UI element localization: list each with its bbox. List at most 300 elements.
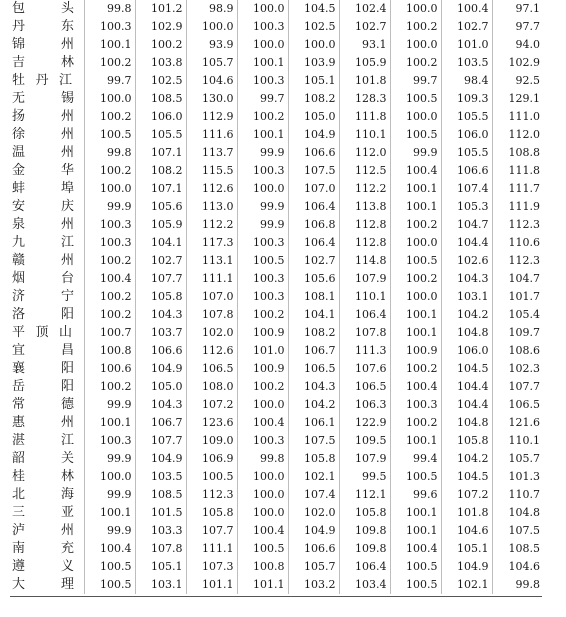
city-name: 金 华 <box>12 163 74 178</box>
value-cell: 100.2 <box>237 306 288 324</box>
city-cell <box>10 306 84 324</box>
city-name: 无 锡 <box>12 91 74 106</box>
value-cell: 106.9 <box>186 450 237 468</box>
value-cell: 101.8 <box>441 504 492 522</box>
value-cell: 104.8 <box>441 324 492 342</box>
value-cell: 105.6 <box>135 198 186 216</box>
value-cell: 104.3 <box>135 396 186 414</box>
value-cell: 105.7 <box>186 54 237 72</box>
value-cell: 108.1 <box>288 288 339 306</box>
value-cell: 112.3 <box>186 486 237 504</box>
city-cell <box>10 522 84 540</box>
city-cell <box>10 252 84 270</box>
table-row <box>10 18 543 36</box>
value-cell: 100.1 <box>84 504 135 522</box>
value-cell: 107.7 <box>135 432 186 450</box>
value-cell: 105.8 <box>135 288 186 306</box>
value-cell: 104.6 <box>492 558 543 576</box>
value-cell: 100.5 <box>84 126 135 144</box>
value-cell: 100.2 <box>390 270 441 288</box>
value-cell: 101.3 <box>492 468 543 486</box>
table-row <box>10 342 543 360</box>
value-cell: 102.3 <box>492 360 543 378</box>
value-cell: 103.9 <box>288 54 339 72</box>
value-cell: 106.4 <box>339 558 390 576</box>
value-cell: 104.9 <box>288 522 339 540</box>
value-cell: 100.5 <box>390 576 441 594</box>
value-cell: 100.2 <box>390 216 441 234</box>
value-cell: 112.3 <box>492 216 543 234</box>
value-cell: 104.2 <box>288 396 339 414</box>
table-row <box>10 396 543 414</box>
value-cell: 110.1 <box>339 288 390 306</box>
value-cell: 99.7 <box>237 90 288 108</box>
value-cell: 100.0 <box>84 180 135 198</box>
city-name: 济 宁 <box>12 289 74 304</box>
value-cell: 100.4 <box>390 162 441 180</box>
value-cell: 99.9 <box>237 216 288 234</box>
value-cell: 102.9 <box>492 54 543 72</box>
value-cell: 99.9 <box>84 486 135 504</box>
value-cell: 105.5 <box>441 108 492 126</box>
table-row <box>10 270 543 288</box>
value-cell: 106.6 <box>288 144 339 162</box>
value-cell: 103.5 <box>135 468 186 486</box>
city-name: 吉 林 <box>12 55 74 70</box>
value-cell: 101.1 <box>237 576 288 594</box>
value-cell: 102.5 <box>135 72 186 90</box>
value-cell: 100.7 <box>84 324 135 342</box>
table-row <box>10 126 543 144</box>
value-cell: 100.2 <box>390 18 441 36</box>
city-name: 蚌 埠 <box>12 181 74 196</box>
value-cell: 100.2 <box>135 36 186 54</box>
value-cell: 100.4 <box>84 270 135 288</box>
value-cell: 106.6 <box>441 162 492 180</box>
value-cell: 104.8 <box>441 414 492 432</box>
table-row <box>10 198 543 216</box>
table-row <box>10 504 543 522</box>
value-cell: 112.0 <box>492 126 543 144</box>
value-cell: 100.2 <box>84 162 135 180</box>
city-cell <box>10 270 84 288</box>
value-cell: 100.5 <box>390 126 441 144</box>
value-cell: 104.9 <box>441 558 492 576</box>
table-row <box>10 90 543 108</box>
table-row <box>10 36 543 54</box>
city-name: 赣 州 <box>12 253 74 268</box>
value-cell: 100.0 <box>237 468 288 486</box>
value-cell: 105.1 <box>135 558 186 576</box>
value-cell: 105.0 <box>288 108 339 126</box>
value-cell: 100.3 <box>390 396 441 414</box>
value-cell: 104.3 <box>288 378 339 396</box>
value-cell: 112.8 <box>339 216 390 234</box>
value-cell: 111.8 <box>492 162 543 180</box>
value-cell: 100.2 <box>84 54 135 72</box>
table-row <box>10 216 543 234</box>
value-cell: 100.4 <box>390 540 441 558</box>
value-cell: 97.1 <box>492 0 543 18</box>
value-cell: 107.3 <box>186 558 237 576</box>
table-row <box>10 252 543 270</box>
city-cell <box>10 72 84 90</box>
value-cell: 112.8 <box>339 234 390 252</box>
city-name: 包 头 <box>12 1 74 16</box>
city-name: 泸 州 <box>12 523 74 538</box>
value-cell: 109.8 <box>339 540 390 558</box>
value-cell: 101.0 <box>441 36 492 54</box>
value-cell: 100.1 <box>390 504 441 522</box>
table-row <box>10 486 543 504</box>
value-cell: 130.0 <box>186 90 237 108</box>
table-row <box>10 450 543 468</box>
value-cell: 100.0 <box>288 36 339 54</box>
value-cell: 104.7 <box>492 270 543 288</box>
value-cell: 105.8 <box>339 504 390 522</box>
value-cell: 100.1 <box>390 306 441 324</box>
value-cell: 104.9 <box>288 126 339 144</box>
value-cell: 107.2 <box>441 486 492 504</box>
value-cell: 113.0 <box>186 198 237 216</box>
value-cell: 114.8 <box>339 252 390 270</box>
value-cell: 100.3 <box>84 216 135 234</box>
value-cell: 112.2 <box>339 180 390 198</box>
city-cell <box>10 126 84 144</box>
value-cell: 107.5 <box>288 162 339 180</box>
value-cell: 100.0 <box>390 234 441 252</box>
city-name: 锦 州 <box>12 37 74 52</box>
value-cell: 106.4 <box>339 306 390 324</box>
value-cell: 106.1 <box>288 414 339 432</box>
value-cell: 100.0 <box>237 486 288 504</box>
value-cell: 112.2 <box>186 216 237 234</box>
value-cell: 99.7 <box>390 72 441 90</box>
value-cell: 100.1 <box>390 180 441 198</box>
value-cell: 99.9 <box>390 144 441 162</box>
value-cell: 104.3 <box>135 306 186 324</box>
city-cell <box>10 0 84 18</box>
value-cell: 100.3 <box>84 234 135 252</box>
value-cell: 106.7 <box>135 414 186 432</box>
value-cell: 100.5 <box>390 468 441 486</box>
value-cell: 100.5 <box>237 252 288 270</box>
value-cell: 100.1 <box>390 324 441 342</box>
city-name: 遵 义 <box>12 559 74 574</box>
table-row <box>10 108 543 126</box>
value-cell: 101.2 <box>135 0 186 18</box>
value-cell: 99.9 <box>84 396 135 414</box>
value-cell: 100.5 <box>237 540 288 558</box>
value-cell: 104.6 <box>186 72 237 90</box>
value-cell: 105.9 <box>339 54 390 72</box>
city-cell <box>10 18 84 36</box>
value-cell: 111.9 <box>492 198 543 216</box>
table-row <box>10 0 543 18</box>
city-name: 岳 阳 <box>12 379 74 394</box>
value-cell: 105.8 <box>186 504 237 522</box>
value-cell: 105.3 <box>441 198 492 216</box>
city-cell <box>10 108 84 126</box>
value-cell: 99.5 <box>339 468 390 486</box>
value-cell: 101.5 <box>135 504 186 522</box>
value-cell: 117.3 <box>186 234 237 252</box>
city-name: 桂 林 <box>12 469 74 484</box>
value-cell: 94.0 <box>492 36 543 54</box>
value-cell: 100.0 <box>390 0 441 18</box>
city-cell <box>10 360 84 378</box>
value-cell: 107.8 <box>135 540 186 558</box>
value-cell: 106.4 <box>288 198 339 216</box>
value-cell: 106.5 <box>186 360 237 378</box>
value-cell: 100.0 <box>390 108 441 126</box>
value-cell: 100.3 <box>84 432 135 450</box>
value-cell: 100.5 <box>390 252 441 270</box>
value-cell: 102.7 <box>339 18 390 36</box>
value-cell: 99.9 <box>84 450 135 468</box>
value-cell: 113.7 <box>186 144 237 162</box>
value-cell: 106.8 <box>288 216 339 234</box>
city-name: 烟 台 <box>12 271 74 286</box>
city-cell <box>10 576 84 594</box>
value-cell: 102.6 <box>441 252 492 270</box>
value-cell: 100.4 <box>237 414 288 432</box>
value-cell: 100.2 <box>390 360 441 378</box>
city-cell <box>10 558 84 576</box>
value-cell: 108.6 <box>492 342 543 360</box>
value-cell: 100.6 <box>84 360 135 378</box>
city-cell <box>10 90 84 108</box>
city-name: 湛 江 <box>12 433 74 448</box>
value-cell: 103.4 <box>339 576 390 594</box>
value-cell: 100.2 <box>237 378 288 396</box>
value-cell: 105.7 <box>288 558 339 576</box>
table-row <box>10 360 543 378</box>
table-row <box>10 558 543 576</box>
value-cell: 103.7 <box>135 324 186 342</box>
value-cell: 100.1 <box>237 126 288 144</box>
value-cell: 107.8 <box>339 324 390 342</box>
city-name: 三 亚 <box>12 505 74 520</box>
value-cell: 100.2 <box>390 54 441 72</box>
value-cell: 100.2 <box>84 108 135 126</box>
city-name: 温 州 <box>12 145 74 160</box>
value-cell: 100.9 <box>390 342 441 360</box>
value-cell: 104.2 <box>441 306 492 324</box>
value-cell: 100.3 <box>237 288 288 306</box>
value-cell: 107.5 <box>288 432 339 450</box>
value-cell: 112.1 <box>339 486 390 504</box>
value-cell: 103.2 <box>288 576 339 594</box>
value-cell: 107.1 <box>135 144 186 162</box>
value-cell: 106.0 <box>441 342 492 360</box>
value-cell: 105.4 <box>492 306 543 324</box>
value-cell: 106.6 <box>135 342 186 360</box>
value-cell: 100.2 <box>390 414 441 432</box>
city-cell <box>10 36 84 54</box>
city-cell <box>10 54 84 72</box>
value-cell: 101.7 <box>492 288 543 306</box>
city-cell <box>10 504 84 522</box>
value-cell: 104.1 <box>288 306 339 324</box>
value-cell: 102.5 <box>288 18 339 36</box>
value-cell: 107.0 <box>186 288 237 306</box>
value-cell: 110.1 <box>492 432 543 450</box>
value-cell: 108.5 <box>492 540 543 558</box>
value-cell: 100.9 <box>237 360 288 378</box>
value-cell: 106.5 <box>339 378 390 396</box>
value-cell: 115.5 <box>186 162 237 180</box>
value-cell: 100.5 <box>84 576 135 594</box>
value-cell: 100.2 <box>84 288 135 306</box>
value-cell: 108.2 <box>135 162 186 180</box>
table-row <box>10 162 543 180</box>
value-cell: 111.1 <box>186 270 237 288</box>
table-row <box>10 306 543 324</box>
city-cell <box>10 468 84 486</box>
value-cell: 111.3 <box>339 342 390 360</box>
city-cell <box>10 432 84 450</box>
value-cell: 100.0 <box>84 468 135 486</box>
value-cell: 102.4 <box>339 0 390 18</box>
value-cell: 100.1 <box>390 198 441 216</box>
value-cell: 100.1 <box>390 522 441 540</box>
city-cell <box>10 486 84 504</box>
value-cell: 100.4 <box>441 0 492 18</box>
value-cell: 106.5 <box>492 396 543 414</box>
value-cell: 105.8 <box>288 450 339 468</box>
value-cell: 104.3 <box>441 270 492 288</box>
city-name: 平 顶 山 <box>12 325 72 340</box>
city-cell <box>10 288 84 306</box>
value-cell: 100.2 <box>84 378 135 396</box>
value-cell: 111.0 <box>492 108 543 126</box>
table-row <box>10 378 543 396</box>
city-name: 常 德 <box>12 397 74 412</box>
value-cell: 92.5 <box>492 72 543 90</box>
value-cell: 107.0 <box>288 180 339 198</box>
value-cell: 98.4 <box>441 72 492 90</box>
value-cell: 102.7 <box>135 252 186 270</box>
value-cell: 100.4 <box>237 522 288 540</box>
value-cell: 100.0 <box>237 0 288 18</box>
city-cell <box>10 414 84 432</box>
city-cell <box>10 342 84 360</box>
value-cell: 110.1 <box>339 126 390 144</box>
table-row <box>10 468 543 486</box>
table-row <box>10 522 543 540</box>
value-cell: 106.7 <box>288 342 339 360</box>
value-cell: 100.0 <box>237 180 288 198</box>
city-cell <box>10 324 84 342</box>
value-cell: 104.1 <box>135 234 186 252</box>
value-cell: 129.1 <box>492 90 543 108</box>
value-cell: 103.1 <box>135 576 186 594</box>
value-cell: 104.4 <box>441 396 492 414</box>
city-name: 九 江 <box>12 235 74 250</box>
table-body <box>10 0 543 594</box>
value-cell: 105.5 <box>441 144 492 162</box>
value-cell: 112.5 <box>339 162 390 180</box>
value-cell: 100.5 <box>186 468 237 486</box>
value-cell: 128.3 <box>339 90 390 108</box>
value-cell: 100.0 <box>237 504 288 522</box>
value-cell: 100.1 <box>84 414 135 432</box>
value-cell: 109.3 <box>441 90 492 108</box>
value-cell: 107.9 <box>339 450 390 468</box>
value-cell: 112.0 <box>339 144 390 162</box>
city-cell <box>10 450 84 468</box>
value-cell: 100.5 <box>390 90 441 108</box>
value-cell: 122.9 <box>339 414 390 432</box>
value-cell: 107.5 <box>492 522 543 540</box>
value-cell: 112.6 <box>186 180 237 198</box>
value-cell: 99.8 <box>492 576 543 594</box>
value-cell: 111.7 <box>492 180 543 198</box>
value-cell: 104.8 <box>492 504 543 522</box>
value-cell: 105.7 <box>492 450 543 468</box>
city-cell <box>10 144 84 162</box>
value-cell: 105.8 <box>441 432 492 450</box>
value-cell: 100.4 <box>390 378 441 396</box>
table-row <box>10 540 543 558</box>
value-cell: 100.3 <box>237 432 288 450</box>
value-cell: 100.3 <box>237 162 288 180</box>
value-cell: 100.3 <box>237 18 288 36</box>
value-cell: 104.5 <box>288 0 339 18</box>
value-cell: 105.6 <box>288 270 339 288</box>
value-cell: 100.8 <box>84 342 135 360</box>
table-row <box>10 432 543 450</box>
value-cell: 106.5 <box>288 360 339 378</box>
value-cell: 106.3 <box>339 396 390 414</box>
value-cell: 108.2 <box>288 324 339 342</box>
value-cell: 100.0 <box>390 36 441 54</box>
table-row <box>10 288 543 306</box>
value-cell: 107.1 <box>135 180 186 198</box>
value-cell: 104.4 <box>441 378 492 396</box>
value-cell: 97.7 <box>492 18 543 36</box>
value-cell: 107.4 <box>288 486 339 504</box>
table-row <box>10 234 543 252</box>
value-cell: 112.9 <box>186 108 237 126</box>
value-cell: 105.0 <box>135 378 186 396</box>
table-row <box>10 72 543 90</box>
value-cell: 105.9 <box>135 216 186 234</box>
value-cell: 108.0 <box>186 378 237 396</box>
value-cell: 100.0 <box>186 18 237 36</box>
value-cell: 104.6 <box>441 522 492 540</box>
value-cell: 104.7 <box>441 216 492 234</box>
value-cell: 100.2 <box>237 108 288 126</box>
city-cell <box>10 540 84 558</box>
value-cell: 100.5 <box>390 558 441 576</box>
value-cell: 108.5 <box>135 486 186 504</box>
value-cell: 107.7 <box>186 522 237 540</box>
value-cell: 99.8 <box>237 450 288 468</box>
value-cell: 100.0 <box>84 90 135 108</box>
value-cell: 102.9 <box>135 18 186 36</box>
value-cell: 112.3 <box>492 252 543 270</box>
city-name: 洛 阳 <box>12 307 74 322</box>
city-cell <box>10 378 84 396</box>
value-cell: 100.2 <box>84 252 135 270</box>
value-cell: 106.0 <box>441 126 492 144</box>
value-cell: 100.1 <box>237 54 288 72</box>
price-index-table <box>10 0 543 594</box>
value-cell: 110.7 <box>492 486 543 504</box>
value-cell: 99.6 <box>390 486 441 504</box>
